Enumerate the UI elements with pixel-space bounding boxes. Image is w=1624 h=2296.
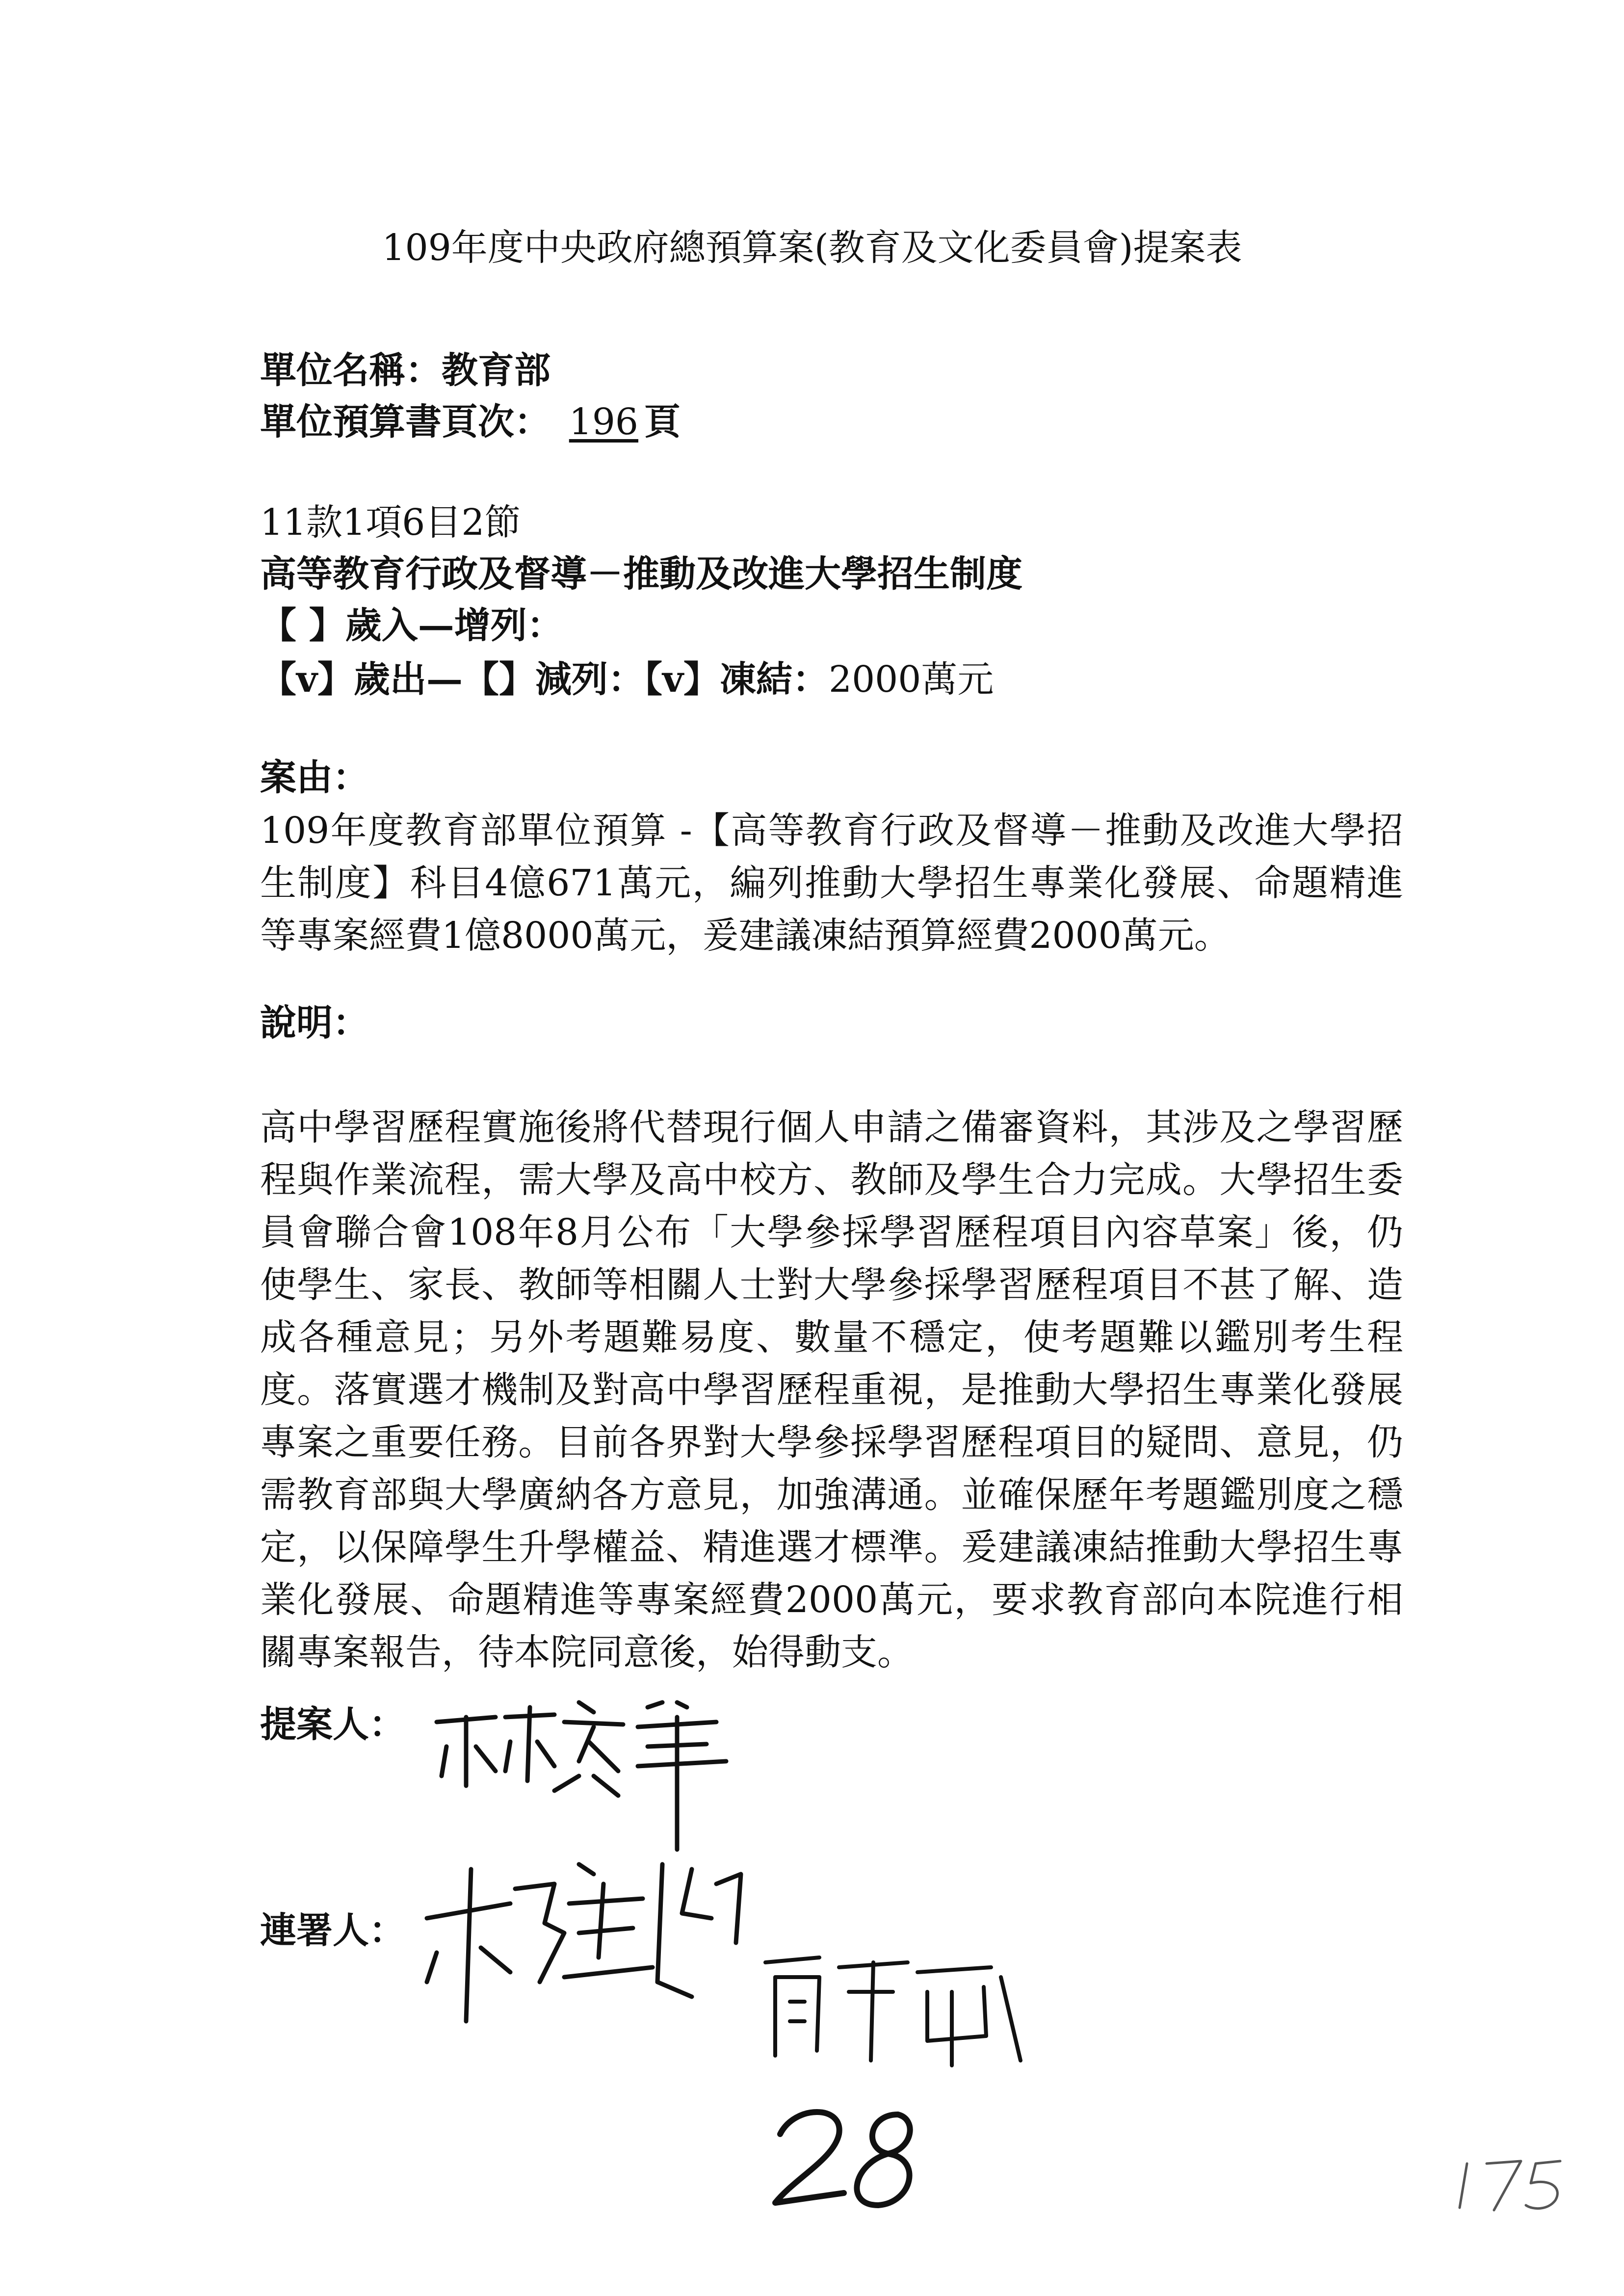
unit-page-row bbox=[260, 395, 681, 449]
cosigners-label: 連署人： bbox=[260, 1909, 405, 1952]
unit-name-value: 教育部 bbox=[442, 349, 550, 391]
budget-item: 高等教育行政及督導－推動及改進大學招生制度 bbox=[260, 553, 1022, 595]
unit-name-label: 單位名稱： bbox=[260, 349, 442, 391]
proposer-label: 提案人： bbox=[260, 1703, 405, 1746]
reason-heading: 案由： bbox=[260, 757, 369, 799]
freeze-amount: 2000萬元 bbox=[829, 658, 994, 701]
unit-page-label: 單位預算書頁次： bbox=[260, 401, 550, 443]
document-title: 109年度中央政府總預算案(教育及文化委員會)提案表 bbox=[382, 227, 1242, 269]
budget-section: 11款1項6目2節 bbox=[260, 501, 521, 544]
explanation-text: 高中學習歷程實施後將代替現行個人申請之備審資料，其涉及之學習歷程與作業流程，需大學及高中校方、教師及學生合力完成。大學招生委員會聯合會108年8月公布「大學參採學習歷程項目內容草案」後，仍使學生、家長、教師等相關人士對大學參採學習歷程項目不甚了解、造成各種意見；另外考題難易度、數量不穩定，使考題難以鑑別考生程度。落實選才機制及對高中學習歷程重視，是推動大學招生專業化發展專案之重要任務。目前各界對大學參採學習歷程項目的疑問、意見，仍需教育部與大學廣納各方意見，加強溝通。並確保歷年考題鑑別度之穩定，以保障學生升學權益、精進選才標準。爰建議凍結推動大學招生專業化發展、命題精進等專案經費2000萬元，要求教育部向本院進行相關專案報告，待本院同意後，始得動支。 bbox=[260, 1106, 1403, 1673]
reason-text: 109年度教育部單位預算 -【高等教育行政及督導－推動及改進大學招生制度】科目4億671萬元，編列推動大學招生專業化發展、命題精進等專案經費1億8000萬元，爰建議凍結預算經費2000萬元。 bbox=[260, 809, 1403, 957]
unit-page-value: 196 bbox=[569, 401, 639, 443]
explanation-heading: 說明： bbox=[260, 1002, 369, 1044]
unit-page-suffix: 頁 bbox=[644, 401, 681, 443]
expense-line-text: 【v】歲出—【】減列：【v】凍結： bbox=[260, 658, 829, 701]
unit-name-row bbox=[260, 343, 550, 397]
cosigner-signature-1 bbox=[417, 1835, 760, 2046]
expense-line bbox=[260, 652, 994, 706]
cosigner-signature-2 bbox=[756, 1948, 1030, 2075]
income-line: 【 】歲入—增列： bbox=[260, 604, 563, 647]
page-number-handwritten bbox=[1447, 2149, 1575, 2218]
handwritten-number bbox=[765, 2095, 932, 2218]
